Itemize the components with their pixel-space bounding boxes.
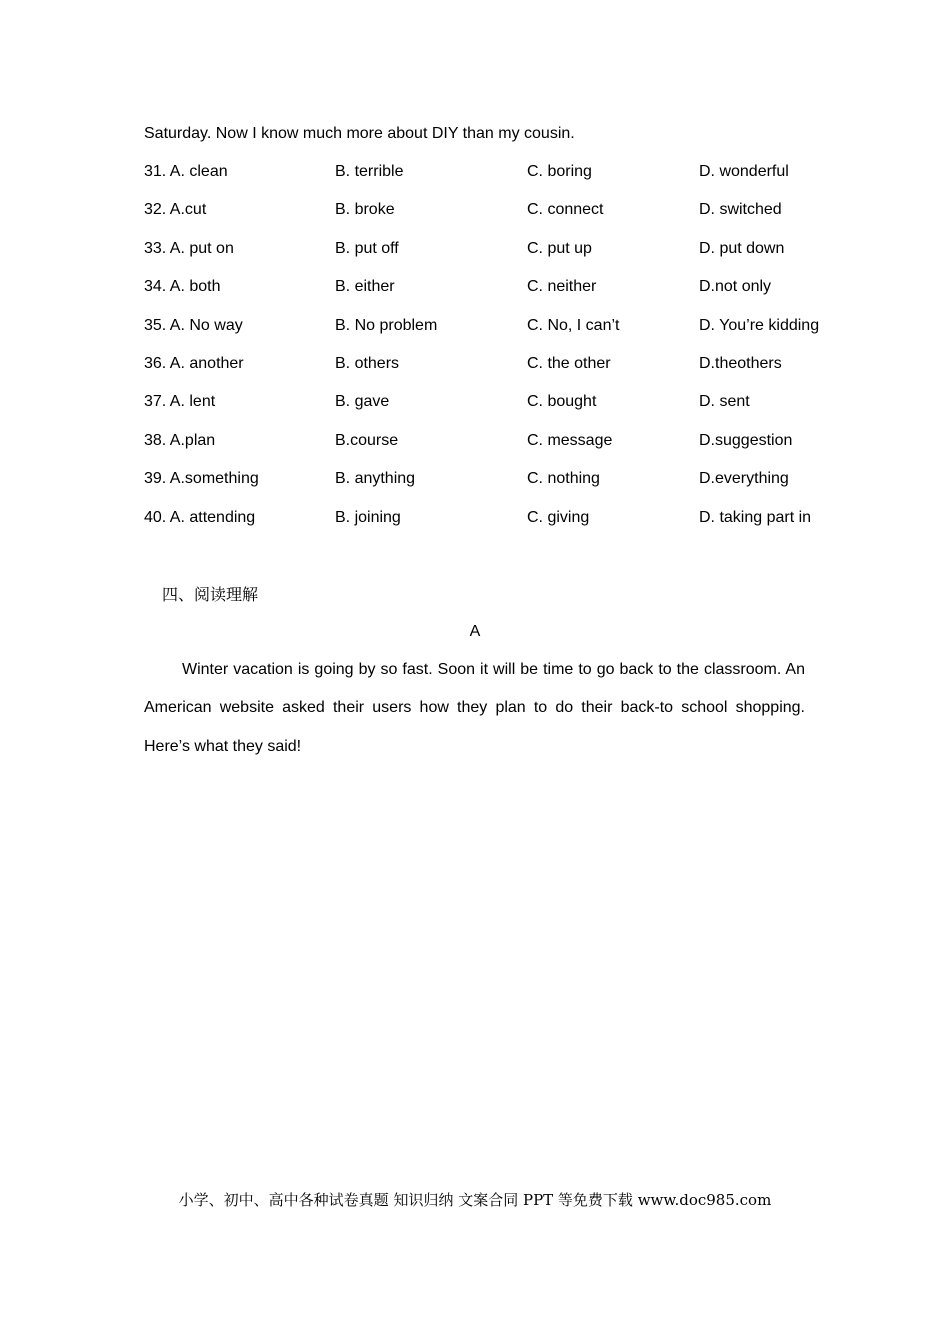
option-a: 37. A. lent [144,393,216,411]
option-c: C. bought [527,393,597,411]
option-c: C. giving [527,508,590,526]
option-d: D. You’re kidding [699,316,820,334]
option-b: B. anything [335,470,416,488]
passage-title: A [469,623,481,640]
section-heading: 四、阅读理解 [162,585,259,604]
option-b: B. No problem [335,316,438,334]
option-d: D. switched [699,201,782,219]
question-row [144,200,844,238]
option-b: B. joining [335,508,401,526]
option-c: C. nothing [527,470,600,488]
option-a: 31. A. clean [144,163,228,180]
answer-options [144,162,844,546]
option-a: 38. A.plan [144,431,216,449]
option-b: B. gave [335,393,390,411]
page-footer: 小学、初中、高中各种试卷真题 知识归纳 文案合同 PPT 等免费下载 www.doc985.com [178,1191,772,1209]
passage [144,651,805,766]
option-d: D. sent [699,393,750,411]
option-b: B. put off [335,239,399,257]
question-row [144,354,844,392]
question-row [144,277,844,315]
option-c: C. No, I can’t [527,316,620,334]
option-d: D. wonderful [699,163,789,180]
passage-text: Winter vacation is going by so fast. Soon it will be time to go back to the classroom. An American website asked their users how they plan to do their back-to school shopping. Here’s what they said! [144,661,805,755]
option-a: 33. A. put on [144,239,234,257]
question-row [144,469,844,507]
option-c: C. message [527,431,613,449]
option-a: 40. A. attending [144,508,256,526]
option-b: B. terrible [335,163,404,180]
question-row [144,239,844,277]
option-b: B. broke [335,201,395,219]
option-c: C. put up [527,239,592,257]
option-d: D. taking part in [699,508,812,526]
option-c: C. neither [527,278,597,296]
option-a: 39. A.something [144,470,259,488]
option-a: 32. A.cut [144,201,207,219]
option-b: B.course [335,431,399,449]
option-d: D. put down [699,239,785,257]
option-c: C. boring [527,163,592,180]
option-b: B. either [335,278,395,296]
option-d: D.suggestion [699,431,793,449]
option-a: 36. A. another [144,354,244,372]
option-c: C. connect [527,201,604,219]
option-d: D.not only [699,278,772,296]
question-row [144,162,844,200]
option-b: B. others [335,354,400,372]
intro-text: Saturday. Now I know much more about DIY than my cousin. [144,125,575,142]
question-row [144,508,844,546]
option-a: 34. A. both [144,278,221,296]
question-row [144,316,844,354]
option-d: D.theothers [699,354,782,372]
question-row [144,431,844,469]
question-row [144,392,844,430]
option-d: D.everything [699,470,789,488]
option-c: C. the other [527,354,611,372]
option-a: 35. A. No way [144,316,243,334]
